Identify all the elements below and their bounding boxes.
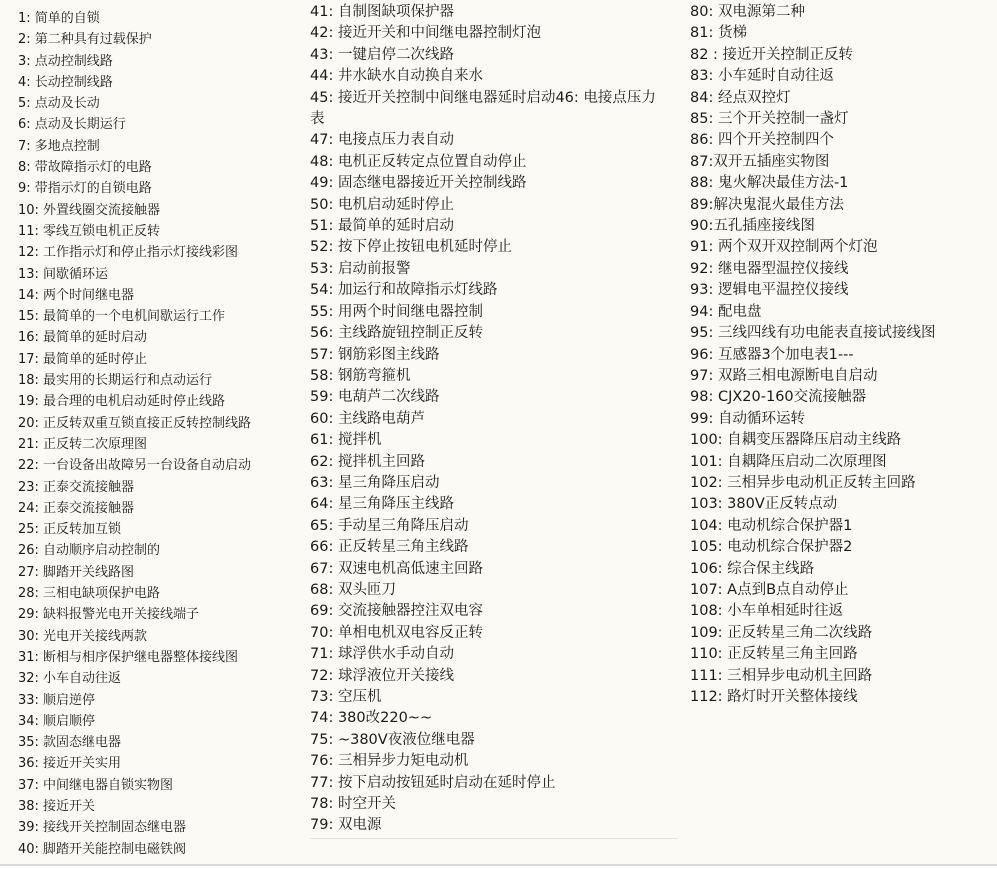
list-item: 55: 用两个时间继电器控制	[310, 303, 483, 320]
list-item: 49: 固态继电器接近开关控制线路	[310, 175, 527, 192]
list-item: 9: 带指示灯的自锁电路	[18, 181, 152, 197]
list-item: 72: 球浮液位开关接线	[310, 667, 454, 684]
list-item: 110: 正反转星三角主回路	[690, 646, 858, 663]
list-item: 1: 简单的自锁	[18, 11, 100, 26]
list-item: 42: 接近开关和中间继电器控制灯泡	[310, 25, 541, 42]
list-item: 66: 正反转星三角主线路	[310, 539, 469, 556]
list-item: 96: 互感器3个加电表1---	[690, 346, 854, 363]
list-item: 59: 电葫芦二次线路	[310, 389, 440, 406]
list-item: 5: 点动及长动	[18, 96, 100, 112]
list-item: 70: 单相电机双电容反正转	[310, 624, 483, 641]
list-item: 94: 配电盘	[690, 303, 762, 320]
list-item: 30: 光电开关接线两款	[18, 628, 148, 644]
list-item: 67: 双速电机高低速主回路	[310, 560, 483, 577]
list-item: 109: 正反转星三角二次线路	[690, 624, 873, 641]
list-item: 54: 加运行和故障指示灯线路	[310, 282, 498, 299]
list-item: 29: 缺料报警光电开关接线端子	[18, 607, 200, 623]
list-item: 48: 电机正反转定点位置自动停止	[310, 153, 527, 170]
list-item: 7: 多地点控制	[18, 138, 100, 154]
list-item: 13: 间歇循环运	[18, 266, 109, 282]
list-item: 60: 主线路电葫芦	[310, 410, 425, 427]
list-item: 71: 球浮供水手动自动	[310, 646, 454, 663]
list-item: 47: 电接点压力表自动	[310, 132, 454, 149]
list-item: 4: 长动控制线路	[18, 74, 113, 90]
list-item: 3: 点动控制线路	[18, 53, 113, 69]
list-item: 97: 双路三相电源断电自启动	[690, 367, 878, 384]
list-item: 33: 顺启逆停	[18, 692, 96, 708]
list-item: 56: 主线路旋钮控制正反转	[310, 325, 483, 342]
list-item: 57: 钢筋彩图主线路	[310, 346, 440, 363]
list-item: 78: 时空开关	[310, 796, 396, 813]
list-item: 23: 正泰交流接触器	[18, 479, 135, 495]
list-item: 77: 按下启动按钮延时启动在延时停止	[310, 774, 556, 791]
list-item: 100: 自耦变压器降压启动主线路	[690, 432, 902, 449]
list-item: 79: 双电源	[310, 817, 382, 834]
list-item: 50: 电机启动延时停止	[310, 196, 454, 213]
list-item: 61: 搅拌机	[310, 432, 382, 449]
list-item: 89:解决鬼混火最佳方法	[690, 196, 844, 213]
bottom-border	[0, 864, 997, 866]
list-item: 64: 星三角降压主线路	[310, 496, 454, 513]
list-item: 82 : 接近开关控制正反转	[690, 46, 854, 63]
list-item: 83: 小车延时自动往返	[690, 68, 834, 85]
list-item: 76: 三相异步力矩电动机	[310, 753, 469, 770]
list-column-1	[18, 8, 303, 860]
column-divider	[310, 838, 678, 839]
list-item: 40: 脚踏开关能控制电磁铁阀	[18, 841, 187, 857]
list-item: 43: 一键启停二次线路	[310, 46, 454, 63]
list-item: 84: 经点双控灯	[690, 89, 791, 106]
list-item: 73: 空压机	[310, 689, 382, 705]
list-item: 32: 小车自动往返	[18, 671, 122, 687]
list-item: 85: 三个开关控制一盏灯	[690, 111, 849, 128]
list-item: 22: 一台设备出故障另一台设备自动启动	[18, 458, 252, 474]
list-item: 41: 自制图缺项保护器	[310, 4, 454, 20]
list-item: 108: 小车单相延时往返	[690, 603, 844, 620]
list-item: 6: 点动及长期运行	[18, 117, 126, 133]
list-item: 44: 井水缺水自动换自来水	[310, 68, 483, 85]
list-item: 14: 两个时间继电器	[18, 287, 135, 303]
list-item: 92: 继电器型温控仪接线	[690, 260, 849, 277]
list-item: 102: 三相异步电动机正反转主回路	[690, 474, 916, 491]
list-item: 75: ~380V夜液位继电器	[310, 731, 475, 748]
list-item: 62: 搅拌机主回路	[310, 453, 425, 470]
list-column-3	[690, 2, 990, 708]
list-item: 112: 路灯时开关整体接线	[690, 689, 858, 705]
list-item: 12: 工作指示灯和停止指示灯接线彩图	[18, 245, 239, 261]
list-item: 106: 综合保主线路	[690, 560, 815, 577]
list-item: 35: 款固态继电器	[18, 735, 122, 751]
list-item: 51: 最简单的延时启动	[310, 218, 454, 235]
list-item: 16: 最简单的延时启动	[18, 330, 148, 346]
list-item: 28: 三相电缺项保护电路	[18, 586, 161, 602]
list-item: 36: 接近开关实用	[18, 756, 122, 772]
list-item: 81: 货梯	[690, 25, 747, 42]
list-item: 65: 手动星三角降压启动	[310, 517, 469, 534]
list-item: 111: 三相异步电动机主回路	[690, 667, 873, 684]
list-item: 10: 外置线圈交流接触器	[18, 202, 161, 218]
list-item: 103: 380V正反转点动	[690, 496, 838, 513]
list-item: 86: 四个开关控制四个	[690, 132, 834, 149]
list-item: 20: 正反转双重互锁直接正反转控制线路	[18, 415, 252, 431]
list-item: 52: 按下停止按钮电机延时停止	[310, 239, 512, 256]
list-item: 31: 断相与相序保护继电器整体接线图	[18, 649, 239, 665]
list-item: 26: 自动顺序启动控制的	[18, 543, 161, 559]
list-item: 15: 最简单的一个电机间歇运行工作	[18, 309, 226, 325]
list-item: 101: 自耦降压启动二次原理图	[690, 453, 887, 470]
list-item: 27: 脚踏开关线路图	[18, 564, 135, 580]
list-item: 37: 中间继电器自锁实物图	[18, 777, 174, 793]
list-item: 39: 接线开关控制固态继电器	[18, 820, 187, 836]
list-item: 17: 最简单的延时停止	[18, 351, 148, 367]
list-item: 21: 正反转二次原理图	[18, 436, 148, 452]
list-item: 18: 最实用的长期运行和点动运行	[18, 373, 213, 389]
list-item: 95: 三线四线有功电能表直接试接线图	[690, 325, 936, 342]
list-item: 107: A点到B点自动停止	[690, 581, 849, 598]
list-item: 99: 自动循环运转	[690, 410, 805, 427]
list-item: 45: 接近开关控制中间继电器延时启动46: 电接点压力表	[310, 89, 656, 128]
list-item: 63: 星三角降压启动	[310, 474, 440, 491]
list-item: 8: 带故障指示灯的电路	[18, 160, 152, 176]
list-item: 25: 正反转加互锁	[18, 522, 122, 538]
list-item: 88: 鬼火解决最佳方法-1	[690, 175, 849, 192]
list-column-2	[310, 2, 678, 837]
list-item: 80: 双电源第二种	[690, 4, 805, 20]
list-item: 38: 接近开关	[18, 798, 96, 814]
list-item: 98: CJX20-160交流接触器	[690, 389, 867, 406]
list-item: 90:五孔插座接线图	[690, 218, 815, 235]
list-item: 105: 电动机综合保护器2	[690, 539, 853, 556]
list-item: 74: 380改220~~	[310, 710, 433, 727]
list-item: 68: 双头匝刀	[310, 581, 396, 598]
list-item: 91: 两个双开双控制两个灯泡	[690, 239, 878, 256]
list-item: 11: 零线互锁电机正反转	[18, 223, 161, 239]
list-item: 87:双开五插座实物图	[690, 153, 830, 170]
list-item: 53: 启动前报警	[310, 260, 411, 277]
list-item: 34: 顺启顺停	[18, 713, 96, 729]
list-item: 58: 钢筋弯箍机	[310, 367, 411, 384]
list-item: 69: 交流接触器控注双电容	[310, 603, 483, 620]
list-item: 93: 逻辑电平温控仪接线	[690, 282, 849, 299]
list-item: 104: 电动机综合保护器1	[690, 517, 853, 534]
list-item: 2: 第二种具有过载保护	[18, 32, 152, 48]
list-item: 24: 正泰交流接触器	[18, 500, 135, 516]
list-item: 19: 最合理的电机启动延时停止线路	[18, 394, 226, 410]
